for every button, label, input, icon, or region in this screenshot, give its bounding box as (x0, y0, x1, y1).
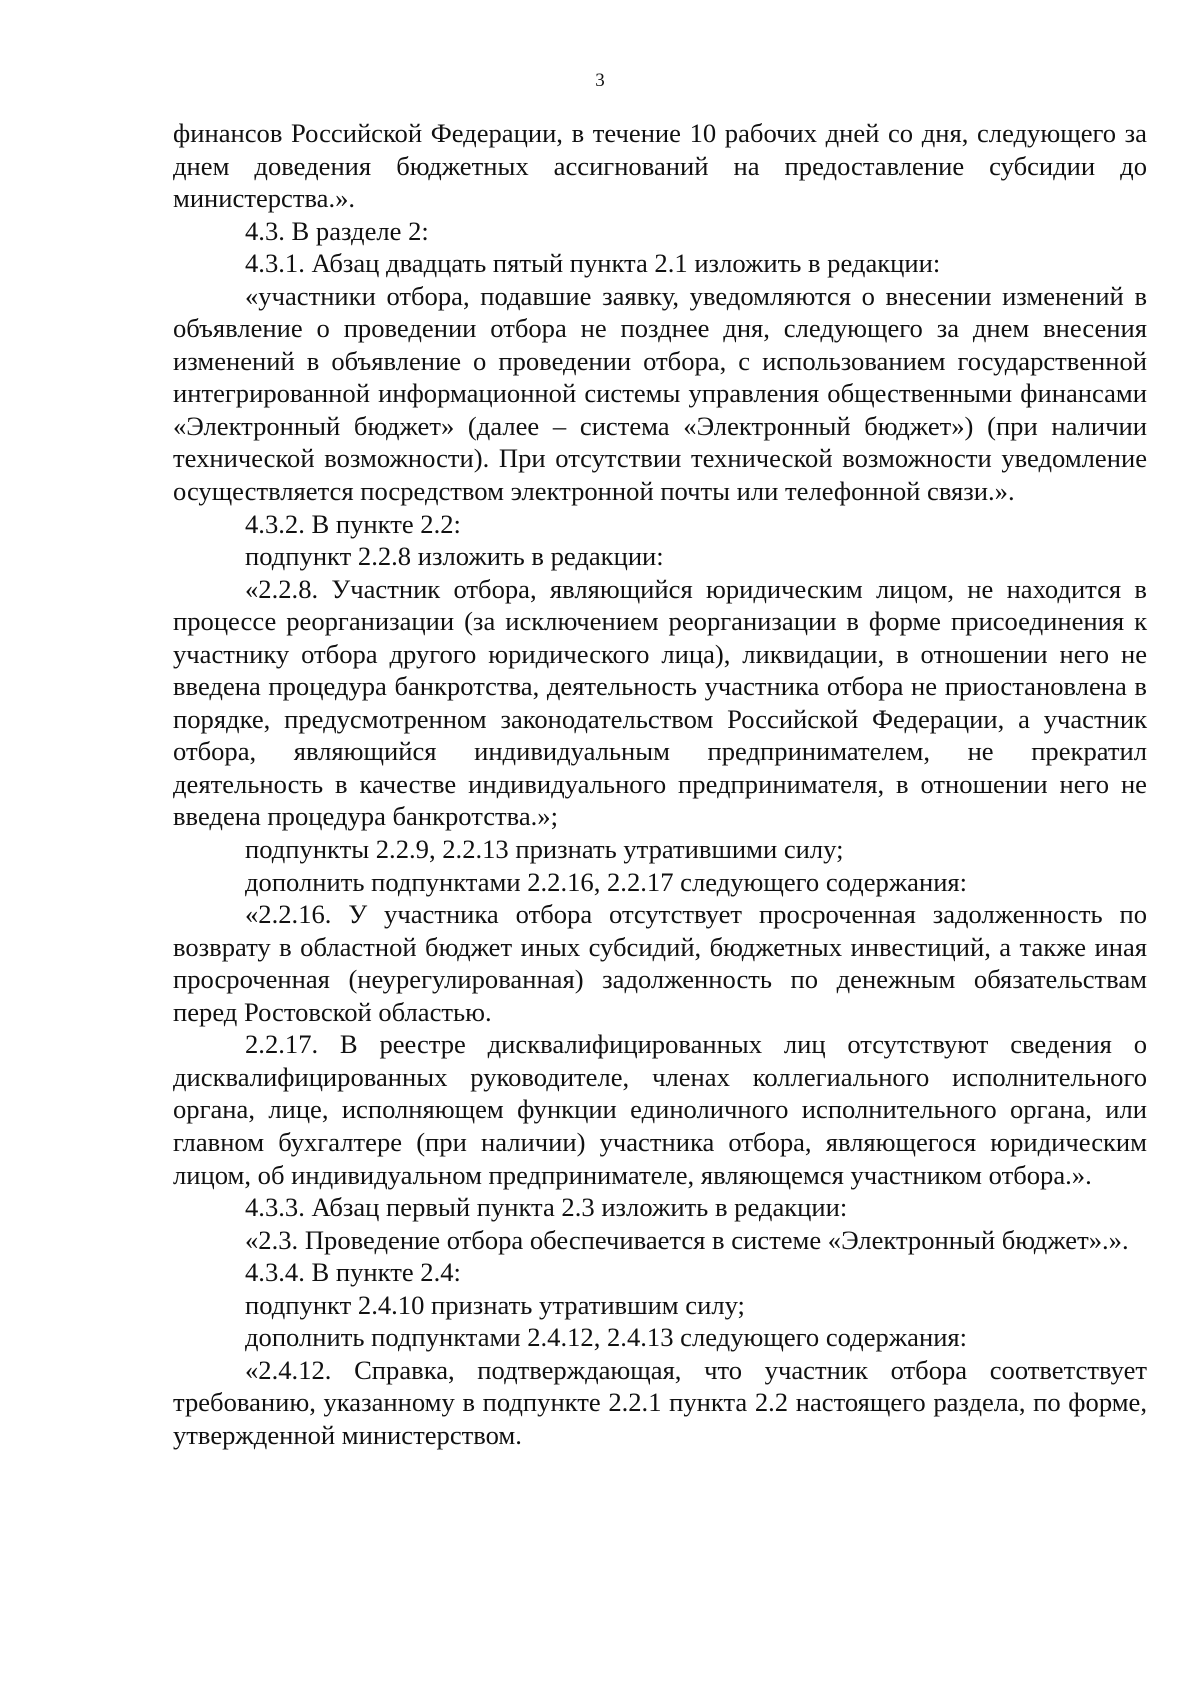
paragraph: «2.2.16. У участника отбора отсутствует просроченная задолженность по возврату в областной бюджет иных субсидий, бюджетных инвестиций, а также иная просроченная (неурегулированная) задолженность по денежным обязательствам перед Ростовской областью. (173, 899, 1147, 1027)
paragraph: 2.2.17. В реестре дисквалифицированных лиц отсутствуют сведения о дисквалифицированных руководителе, членах коллегиального исполнительного органа, лице, исполняющем функции единоличного исполнительного органа, или главном бухгалтере (при наличии) участника отбора, являющегося юридическим лицом, об индивидуальном предпринимателе, являющемся участником отбора.». (173, 1029, 1147, 1190)
paragraph: «участники отбора, подавшие заявку, уведомляются о внесении изменений в объявление о проведении отбора не позднее дня, следующего за днем внесения изменений в объявление о проведении отбора, с использованием государственной интегрированной информационной системы управления общественными финансами «Электронный бюджет» (далее – система «Электронный бюджет») (при наличии технической возможности). При отсутствии технической возможности уведомление осуществляется посредством электронной почты или телефонной связи.». (173, 280, 1147, 507)
paragraph: дополнить подпунктами 2.4.12, 2.4.13 следующего содержания: (245, 1322, 968, 1353)
paragraph: финансов Российской Федерации, в течение 10 рабочих дней со дня, следующего за днем доведения бюджетных ассигнований на предоставление субсидии до министерства.». (173, 118, 1147, 214)
paragraph: подпункт 2.2.8 изложить в редакции: (245, 541, 664, 572)
paragraph: 4.3.4. В пункте 2.4: (245, 1257, 461, 1288)
page-number: 3 (595, 70, 605, 91)
paragraph: «2.3. Проведение отбора обеспечивается в системе «Электронный бюджет».». (245, 1224, 1129, 1255)
paragraph: 4.3.3. Абзац первый пункта 2.3 изложить в редакции: (245, 1192, 848, 1223)
paragraph: подпункты 2.2.9, 2.2.13 признать утратившими силу; (245, 834, 844, 865)
document-body (173, 117, 1147, 1451)
paragraph: «2.4.12. Справка, подтверждающая, что участник отбора соответствует требованию, указанному в подпункте 2.2.1 пункта 2.2 настоящего раздела, по форме, утвержденной министерством. (173, 1354, 1147, 1450)
paragraph: 4.3. В разделе 2: (245, 215, 429, 246)
paragraph: 4.3.2. В пункте 2.2: (245, 508, 461, 539)
paragraph: «2.2.8. Участник отбора, являющийся юридическим лицом, не находится в процессе реорганизации (за исключением реорганизации в форме присоединения к участнику отбора другого юридического лица), ликвидации, в отношении него не введена процедура банкротства, деятельность участника отбора не приостановлена в порядке, предусмотренном законодательством Российской Федерации, а участник отбора, являющийся индивидуальным предпринимателем, не прекратил деятельность в качестве индивидуального предпринимателя, в отношении него не введена процедура банкротства.»; (173, 573, 1147, 832)
paragraph: 4.3.1. Абзац двадцать пятый пункта 2.1 изложить в редакции: (245, 248, 941, 279)
paragraph: дополнить подпунктами 2.2.16, 2.2.17 следующего содержания: (245, 866, 968, 897)
paragraph: подпункт 2.4.10 признать утратившим силу; (245, 1289, 745, 1320)
